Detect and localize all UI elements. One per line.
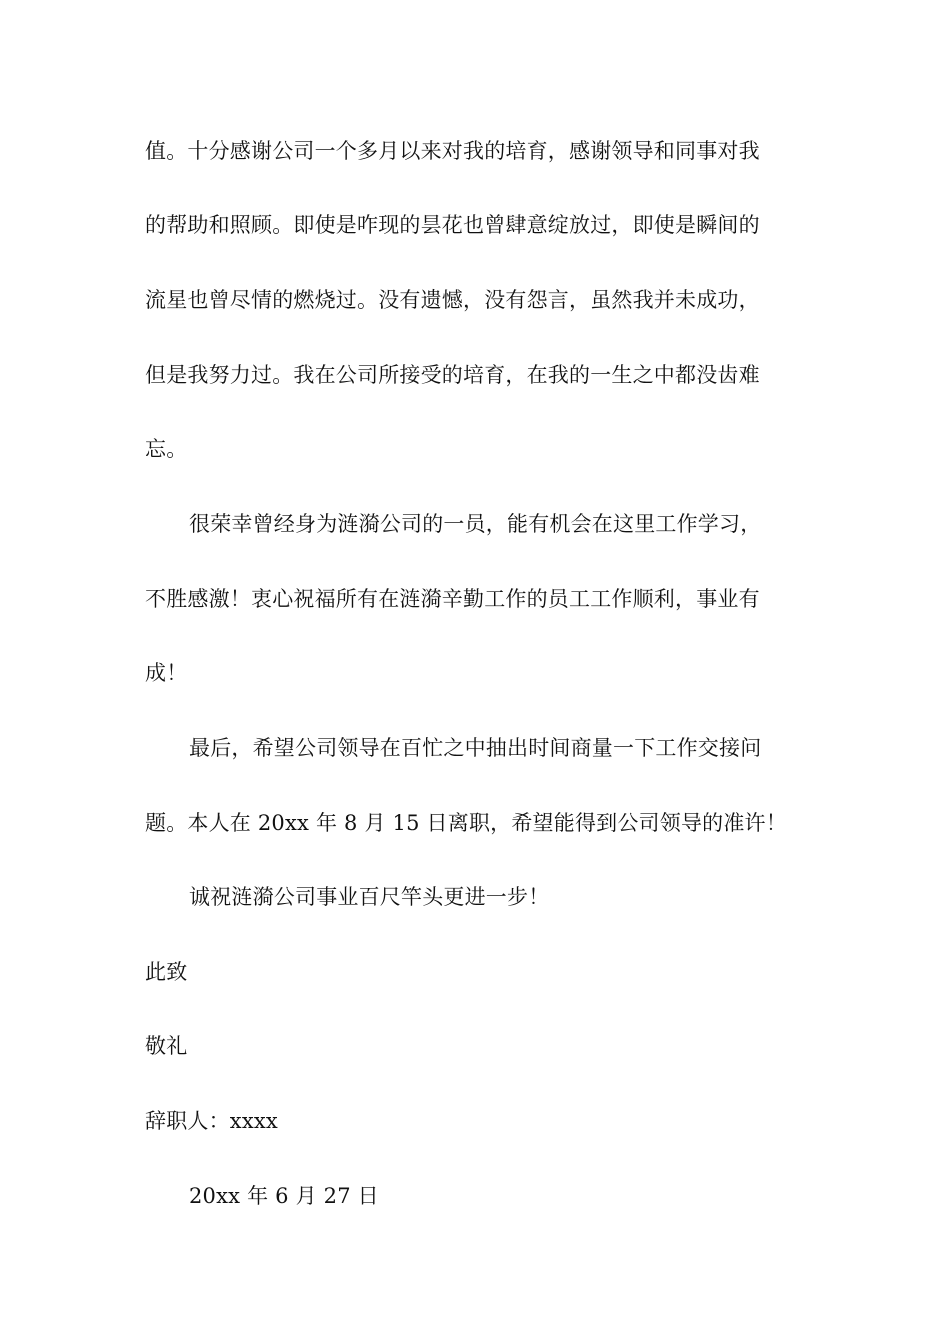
- salutation-line: 此致: [145, 960, 188, 984]
- date-line: 20xx 年 6 月 27 日: [189, 1184, 379, 1208]
- closing-wish: 诚祝涟漪公司事业百尺竿头更进一步！: [189, 885, 550, 909]
- body-text-line: 的帮助和照顾。即使是咋现的昙花也曾肆意绽放过，即使是瞬间的: [145, 213, 760, 237]
- body-text-line: 成！: [145, 661, 188, 685]
- body-text-line: 但是我努力过。我在公司所接受的培育，在我的一生之中都没齿难: [145, 363, 760, 387]
- body-text-line: 题。本人在 20xx 年 8 月 15 日离职，希望能得到公司领导的准许！: [145, 811, 787, 835]
- body-text-line: 忘。: [145, 437, 188, 461]
- body-text-line: 很荣幸曾经身为涟漪公司的一员，能有机会在这里工作学习，: [189, 512, 762, 536]
- salutation-line: 敬礼: [145, 1034, 188, 1058]
- body-text-line: 流星也曾尽情的燃烧过。没有遗憾，没有怨言，虽然我并未成功，: [145, 288, 760, 312]
- body-text-line: 值。十分感谢公司一个多月以来对我的培育，感谢领导和同事对我: [145, 139, 760, 163]
- signature-line: 辞职人：xxxx: [145, 1109, 278, 1133]
- body-text-line: 不胜感激！衷心祝福所有在涟漪辛勤工作的员工工作顺利，事业有: [145, 587, 760, 611]
- body-text-line: 最后，希望公司领导在百忙之中抽出时间商量一下工作交接问: [189, 736, 762, 760]
